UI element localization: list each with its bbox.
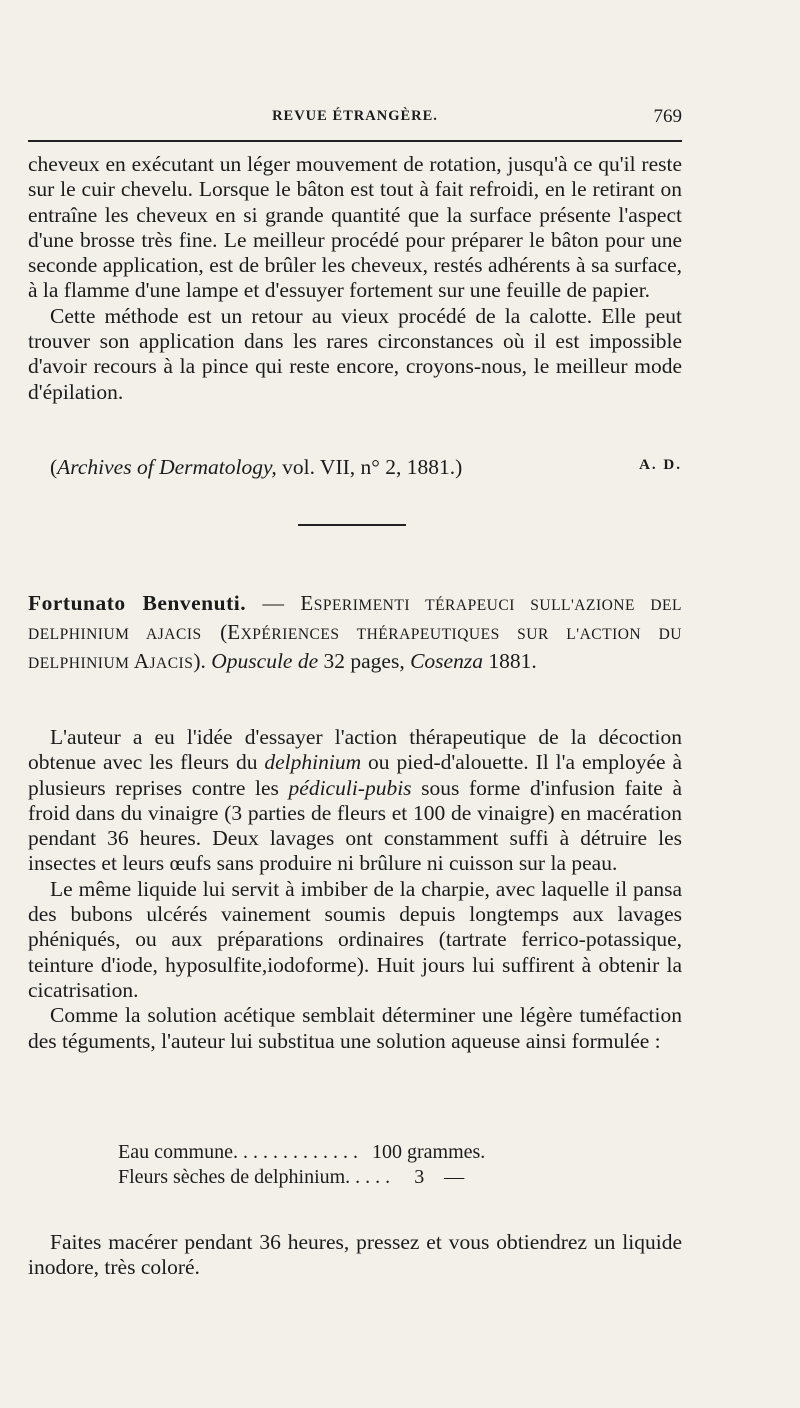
publication-place: Cosenza xyxy=(410,649,483,673)
french-title: EXPÉRIENCES THÉRAPEUTIQUES SUR L'ACTION DU DELPHINIUM AJACIS xyxy=(28,620,682,673)
publication-type: Opuscule de xyxy=(211,649,319,673)
recipe-row: Eau commune. . . . . . . . . . . . . 100 grammes. xyxy=(118,1141,486,1163)
citation-journal: Archives of Dermatology, xyxy=(57,455,277,479)
citation xyxy=(50,455,682,480)
closing-paragraph: Faites macérer pendant 36 heures, pressez et vous obtiendrez un liquide inodore, très coloré. xyxy=(28,1229,682,1279)
citation-rest: vol. VII, n° 2, 1881.) xyxy=(276,455,463,479)
review-body xyxy=(28,725,682,1054)
paragraph: L'auteur a eu l'idée d'essayer l'action thérapeutique de la décoction obtenue avec les fleurs du delphinium ou pied-d'alouette. Il l'a employée à plusieurs reprises contre les pédiculi-pubis sous forme d'infusion faite à froid dans du vinaigre (3 parties de fleurs et 100 de vinaigre) en macération pendant 36 heures. Deux lavages ont constamment suffi à détruire les insectes et leurs œufs sans produire ni brûlure ni cuisson sur la peau. xyxy=(28,725,682,876)
article-continuation xyxy=(28,152,682,405)
recipe-row: Fleurs sèches de delphinium. . . . . 3 — xyxy=(118,1166,465,1188)
recipe-table xyxy=(118,1140,638,1190)
section-separator xyxy=(298,524,406,526)
review-heading: Fortunato Benvenuti. — ESPERIMENTI TÉRAPEUCI SULL'AZIONE DEL DELPHINIUM AJACIS (EXPÉRIENCES THÉRAPEUTIQUES SUR L'ACTION DU DELPHINIUM AJACIS). Opuscule de 32 pages, Cosenza 1881. xyxy=(28,591,682,673)
paragraph: Comme la solution acétique semblait déterminer une légère tuméfaction des téguments, l'auteur lui substitua une solution aqueuse ainsi formulée : xyxy=(28,1003,682,1053)
paragraph: cheveux en exécutant un léger mouvement de rotation, jusqu'à ce qu'il reste sur le cuir chevelu. Lorsque le bâton est tout à fait refroidi, en le retirant on entraîne les cheveux en si grande quantité que la surface présente l'aspect d'une brosse très fine. Le meilleur procédé pour préparer le bâton pour une seconde application, est de brûler les cheveux, restés adhérents à sa surface, à la flamme d'une lampe et d'essuyer fortement sur une feuille de papier. xyxy=(28,152,682,303)
page-header xyxy=(28,108,682,134)
italian-title: ESPERIMENTI TÉRAPEUCI SULL'AZIONE DEL DELPHINIUM AJACIS xyxy=(28,591,682,643)
dash: — xyxy=(246,591,301,615)
running-head: REVUE ÉTRANGÈRE. xyxy=(272,108,438,124)
citation-open: ( xyxy=(50,455,58,479)
paragraph: Cette méthode est un retour au vieux procédé de la calotte. Elle peut trouver son application dans les rares circonstances où il est impossible d'avoir recours à la pince qui reste encore, croyons-nous, le meilleur mode d'épilation. xyxy=(28,303,682,404)
page-number: 769 xyxy=(653,106,682,127)
paragraph: Le même liquide lui servit à imbiber de la charpie, avec laquelle il pansa des bubons ulcérés vainement soumis depuis longtemps aux lavages phéniqués, ou aux préparations ordinaires (tartrate ferrico-potassique, teinture d'iode, hyposulfite,iodoforme). Huit jours lui suffirent à obtenir la cicatrisation. xyxy=(28,876,682,1002)
header-rule xyxy=(28,140,682,142)
review-author: Fortunato Benvenuti. xyxy=(28,591,247,615)
author-initials: A. D. xyxy=(639,457,682,473)
